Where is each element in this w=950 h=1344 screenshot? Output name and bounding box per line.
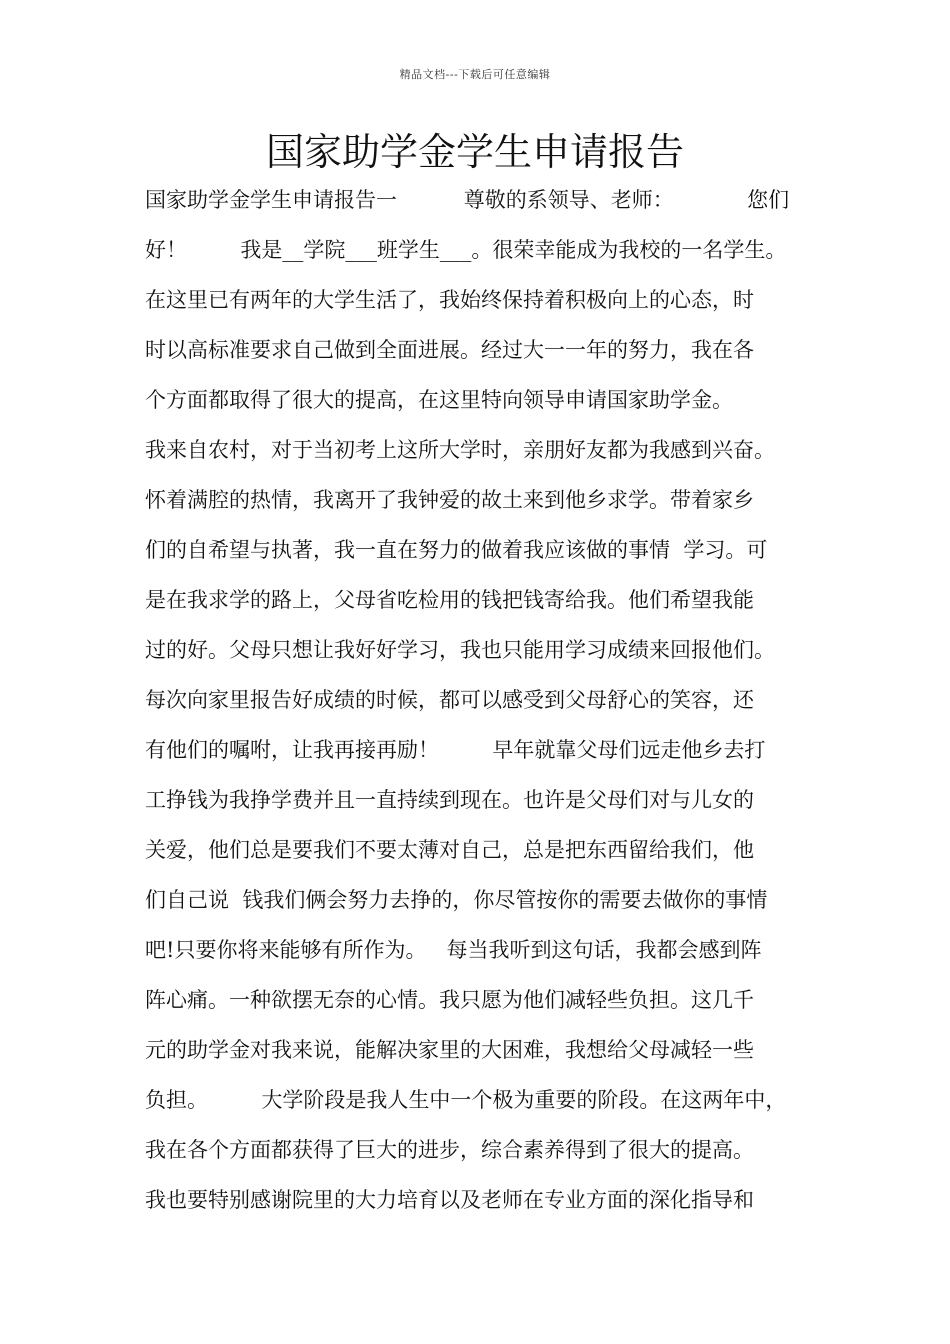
body-line: 好！ 我是__学院___班学生___。很荣幸能成为我校的一名学生。 xyxy=(145,238,787,262)
body-line: 工挣钱为我挣学费并且一直持续到现在。也许是父母们对与儿女的 xyxy=(145,788,754,812)
body-line: 在这里已有两年的大学生活了，我始终保持着积极向上的心态，时 xyxy=(145,288,754,312)
body-line: 关爱，他们总是要我们不要太薄对自己，总是把东西留给我们，他 xyxy=(145,838,754,862)
body-line: 负担。 大学阶段是我人生中一个极为重要的阶段。在这两年中， xyxy=(145,1088,787,1112)
body-line: 时以高标准要求自己做到全面进展。经过大一一年的努力，我在各 xyxy=(145,338,754,362)
body-line: 个方面都取得了很大的提高，在这里特向领导申请国家助学金。 xyxy=(145,388,733,412)
body-line: 阵心痛。一种欲摆无奈的心情。我只愿为他们减轻些负担。这几千 xyxy=(145,988,754,1012)
body-line: 我来自农村，对于当初考上这所大学时，亲朋好友都为我感到兴奋。 xyxy=(145,438,775,462)
body-line: 我也要特别感谢院里的大力培育以及老师在专业方面的深化指导和 xyxy=(145,1188,754,1212)
document-header-note: 精品文档---下载后可任意编辑 xyxy=(399,68,551,81)
body-line: 们自己说 钱我们俩会努力去挣的，你尽管按你的需要去做你的事情 xyxy=(145,888,768,912)
body-line: 吧!只要你将来能够有所作为。 每当我听到这句话，我都会感到阵 xyxy=(145,938,762,962)
body-line: 元的助学金对我来说，能解决家里的大困难，我想给父母减轻一些 xyxy=(145,1038,754,1062)
body-line: 每次向家里报告好成绩的时候，都可以感受到父母舒心的笑容，还 xyxy=(145,688,754,712)
body-line: 们的自希望与执著，我一直在努力的做着我应该做的事情 学习。可 xyxy=(145,538,768,562)
body-line: 我在各个方面都获得了巨大的进步，综合素养得到了很大的提高。 xyxy=(145,1138,754,1162)
body-line: 是在我求学的路上，父母省吃检用的钱把钱寄给我。他们希望我能 xyxy=(145,588,754,612)
body-line: 有他们的嘱咐，让我再接再励！ 早年就靠父母们远走他乡去打 xyxy=(145,738,766,762)
document-title: 国家助学金学生申请报告 xyxy=(265,130,684,174)
body-line: 国家助学金学生申请报告一 尊敬的系领导、老师： 您们 xyxy=(145,188,790,212)
body-line: 怀着满腔的热情，我离开了我钟爱的故土来到他乡求学。带着家乡 xyxy=(145,488,754,512)
body-line: 过的好。父母只想让我好好学习，我也只能用学习成绩来回报他们。 xyxy=(145,638,775,662)
document-body xyxy=(145,180,821,1230)
